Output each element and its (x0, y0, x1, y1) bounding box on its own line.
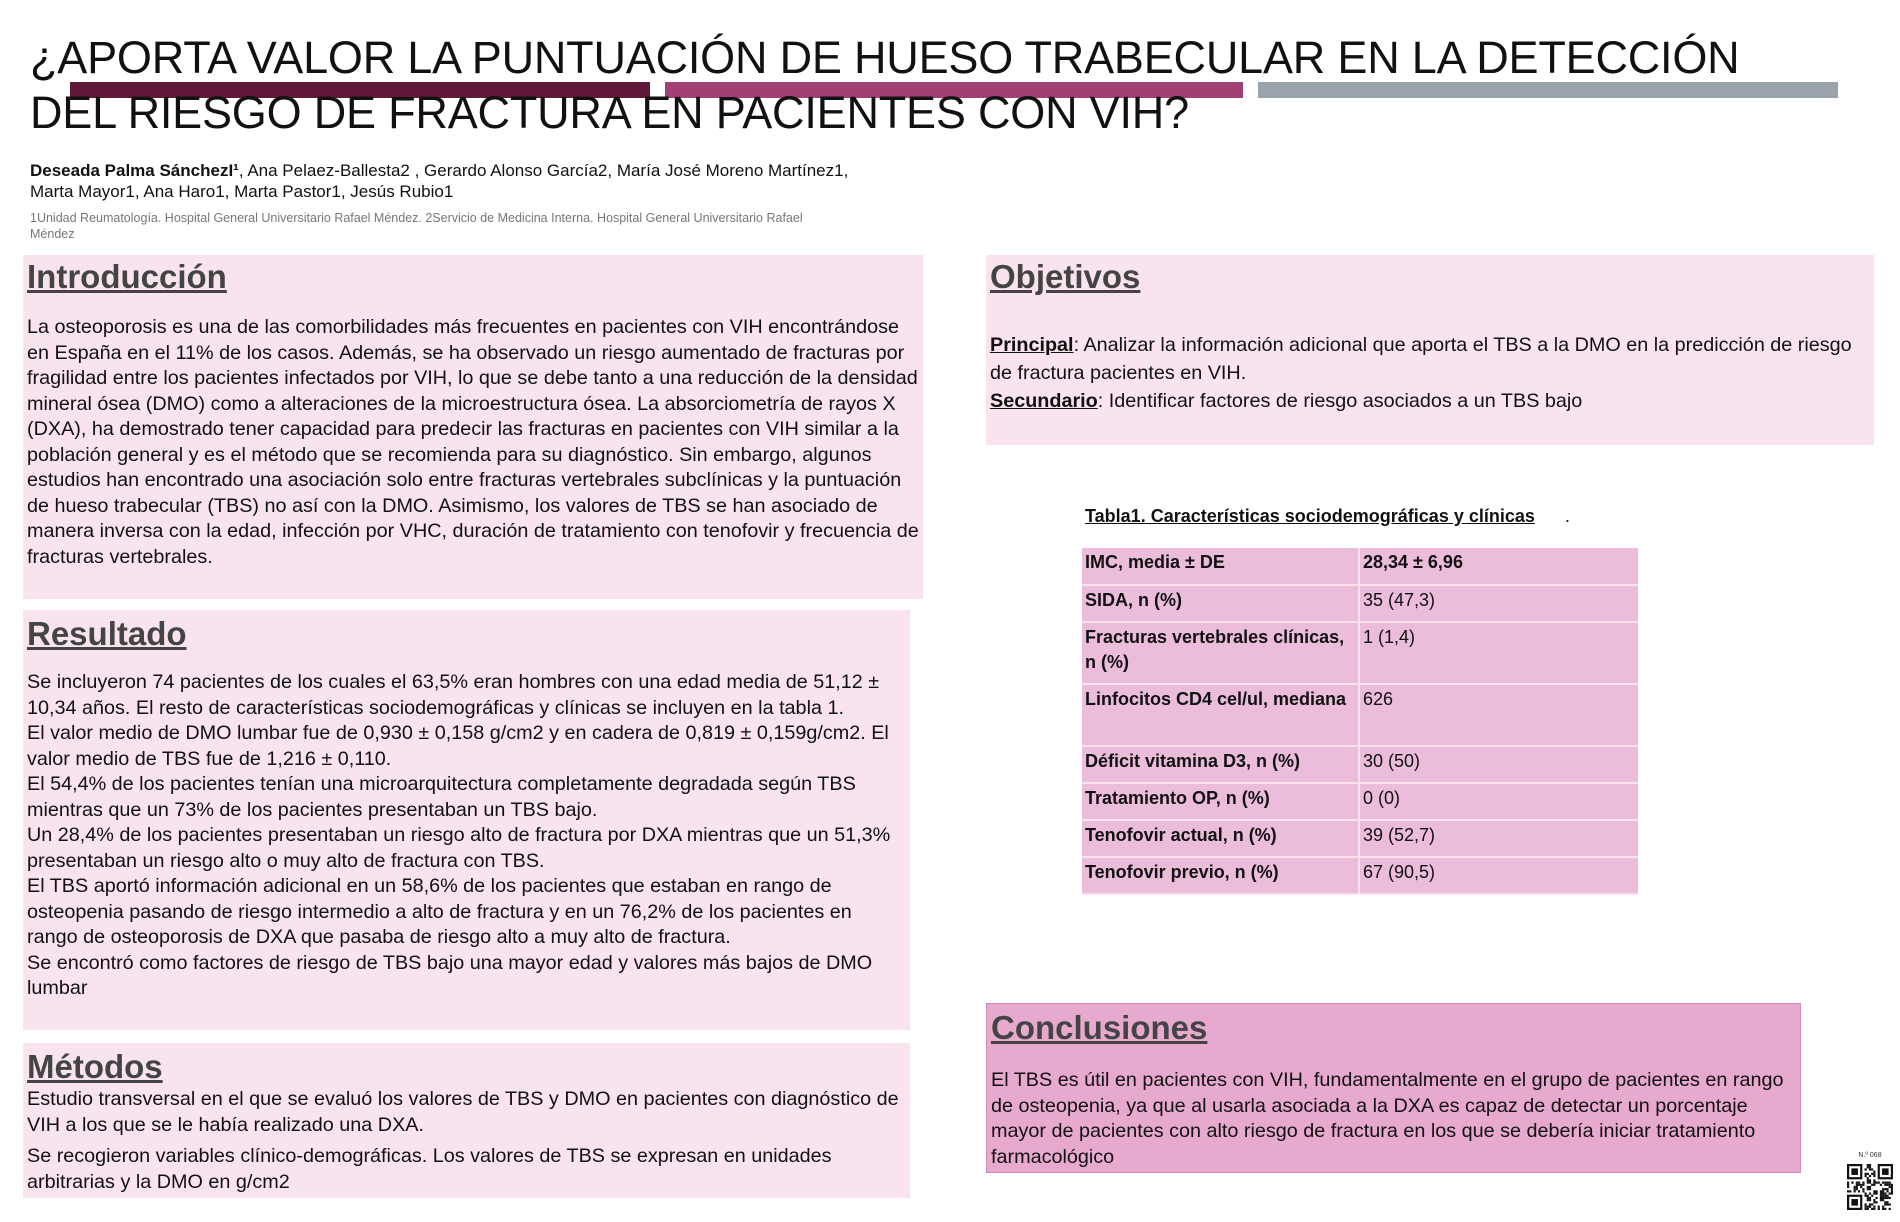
presenting-author: Deseada Palma SánchezI¹ (30, 161, 239, 180)
table-cell-value: 0 (0) (1359, 783, 1638, 820)
conclusions-heading: Conclusiones (991, 1009, 1208, 1046)
table-caption-end: . (1565, 506, 1571, 526)
table-cell-value: 35 (47,3) (1359, 585, 1638, 622)
results-paragraph: Se encontró como factores de riesgo de TBS bajo una mayor edad y valores más bajos de DMO lumbar (27, 951, 873, 999)
results-paragraph: El 54,4% de los pacientes tenían una microarquitectura completamente degradada según TBS mientras que un 73% de los pacientes presentaban un TBS bajo. (27, 773, 856, 821)
title-line-2: DEL RIESGO DE FRACTURA EN PACIENTES CON VIH? (30, 87, 1189, 138)
table-cell-value: 30 (50) (1359, 746, 1638, 783)
table-cell-value: 67 (90,5) (1359, 857, 1638, 894)
table-caption: Tabla1. Características sociodemográficas y clínicas (1085, 506, 1535, 526)
table-cell-label: Linfocitos CD4 cel/ul, mediana (1082, 684, 1359, 746)
poster-code (1845, 1152, 1895, 1218)
affiliations: 1Unidad Reumatología. Hospital General Universitario Rafael Méndez. 2Servicio de Medicina Interna. Hospital General Universitario Rafael Méndez (30, 211, 803, 241)
table-cell-value: 626 (1359, 684, 1638, 746)
table-row (1082, 585, 1638, 622)
table-row (1082, 548, 1638, 585)
principal-label: Principal (990, 334, 1074, 356)
poster-number: N.º 068 (1858, 1152, 1882, 1159)
results-paragraph: El valor medio de DMO lumbar fue de 0,930 ± 0,158 g/cm2 y en cadera de 0,819 ± 0,159g/cm2. El valor medio de TBS fue de 1,216 ± 0,110. (27, 722, 889, 770)
results-section (23, 610, 910, 1030)
table-cell-label: Déficit vitamina D3, n (%) (1082, 746, 1359, 783)
characteristics-table (1082, 548, 1638, 895)
title-line-1: ¿APORTA VALOR LA PUNTUACIÓN DE HUESO TRABECULAR EN LA DETECCIÓN (30, 32, 1740, 83)
methods-paragraph: Se recogieron variables clínico-demográficas. Los valores de TBS se expresan en unidades arbitrarias y la DMO en g/cm2 (27, 1145, 832, 1193)
results-paragraph: Se incluyeron 74 pacientes de los cuales el 63,5% eran hombres con una edad media de 51,12 ± 10,34 años. El resto de características sociodemográficas y clínicas se incluyen en la tabla 1. (27, 671, 880, 719)
qr-code-icon (1847, 1164, 1893, 1210)
co-authors: , Ana Pelaez-Ballesta2 , Gerardo Alonso García2, María José Moreno Martínez1, Marta Mayor1, Ana Haro1, Marta Pastor1, Jesús Rubio1 (30, 161, 849, 201)
intro-text: La osteoporosis es una de las comorbilidades más frecuentes en pacientes con VIH encontrándose en España en el 11% de los casos. Además, se ha observado un riesgo aumentado de fracturas por fragilidad entre los pacientes infectados por VIH, lo que se debe tanto a una reducción de la densidad mineral ósea (DMO) como a alteraciones de la microestructura ósea. La absorciometría de rayos X (DXA), ha demostrado tener capacidad para predecir las fracturas en pacientes con VIH similar a la población general y es el método que se recomienda para su diagnóstico. Sin embargo, algunos estudios han encontrado una asociación solo entre fracturas vertebrales subclínicas y la puntuación de hueso trabecular (TBS) no así con la DMO. Asimismo, los valores de TBS se han asociado de manera inversa con la edad, infección por VHC, duración de tratamiento con tenofovir y frecuencia de fracturas vertebrales. (27, 316, 919, 568)
table-row (1082, 684, 1638, 746)
objective-secondary (990, 387, 1870, 415)
table-cell-label: IMC, media ± DE (1082, 548, 1359, 585)
results-paragraph: Un 28,4% de los pacientes presentaban un riesgo alto de fractura por DXA mientras que un 51,3% presentaban un riesgo alto o muy alto de fractura con TBS. (27, 824, 891, 872)
principal-text: : Analizar la información adicional que aporta el TBS a la DMO en la predicción de riesgo de fractura pacientes en VIH. (990, 334, 1852, 384)
poster-title (30, 30, 1830, 140)
table-cell-label: Tenofovir previo, n (%) (1082, 857, 1359, 894)
table-cell-label: Fracturas vertebrales clínicas, n (%) (1082, 622, 1359, 684)
secondary-label: Secundario (990, 390, 1098, 412)
objectives-heading: Objetivos (990, 258, 1141, 295)
table-cell-label: Tratamiento OP, n (%) (1082, 783, 1359, 820)
table-row (1082, 746, 1638, 783)
table-cell-label: SIDA, n (%) (1082, 585, 1359, 622)
results-paragraph: El TBS aportó información adicional en un 58,6% de los pacientes que estaban en rango de osteopenia pasando de riesgo intermedio a alto de fractura y en un 76,2% de los pacientes en rango de osteoporosis de DXA que pasaba de riesgo alto a muy alto de fractura. (27, 875, 852, 948)
methods-heading: Métodos (27, 1048, 163, 1085)
results-heading: Resultado (27, 615, 187, 652)
conclusions-section (986, 1003, 1801, 1173)
table-row (1082, 857, 1638, 894)
authors (30, 160, 850, 202)
table-cell-value: 1 (1,4) (1359, 622, 1638, 684)
methods-paragraph: Estudio transversal en el que se evaluó los valores de TBS y DMO en pacientes con diagnóstico de VIH a los que se le había realizado una DXA. (27, 1088, 899, 1136)
table-cell-value: 39 (52,7) (1359, 820, 1638, 857)
secondary-text: : Identificar factores de riesgo asociados a un TBS bajo (1097, 390, 1583, 412)
intro-heading: Introducción (27, 258, 227, 295)
table-row (1082, 622, 1638, 684)
table-row (1082, 783, 1638, 820)
objectives-section (986, 255, 1874, 445)
table-cell-label: Tenofovir actual, n (%) (1082, 820, 1359, 857)
table-cell-value: 28,34 ± 6,96 (1359, 548, 1638, 585)
intro-section (23, 255, 923, 599)
objective-principal (990, 331, 1870, 387)
conclusions-text: El TBS es útil en pacientes con VIH, fundamentalmente en el grupo de pacientes en rango de osteopenia, ya que al usarla asociada a la DXA es capaz de detectar un porcentaje mayor de pacientes con alto riesgo de fractura en los que se debería iniciar tratamiento farmacológico (991, 1069, 1784, 1168)
methods-section (23, 1043, 910, 1198)
table-row (1082, 820, 1638, 857)
